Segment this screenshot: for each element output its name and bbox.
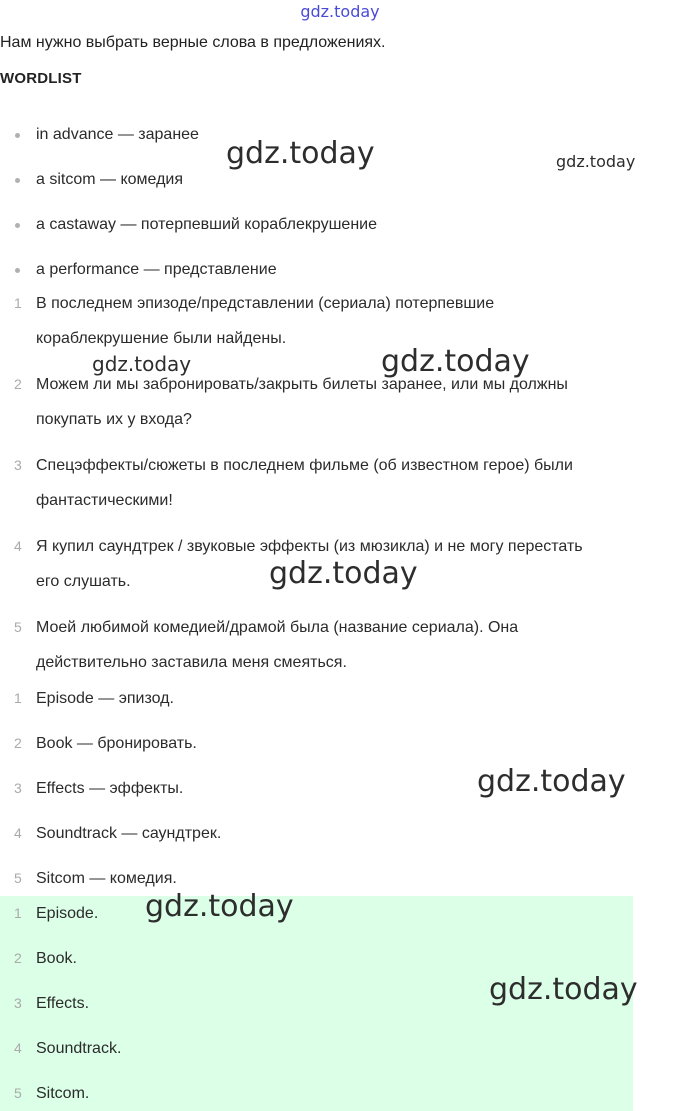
sentence-text: Спецэффекты/сюжеты в последнем фильме (об известном герое) были фантастическими! xyxy=(36,457,573,509)
answer-text: Sitcom. xyxy=(36,1085,90,1102)
sentence-number: 2 xyxy=(14,376,22,392)
sentence-number: 4 xyxy=(14,538,22,554)
answer-text: Effects. xyxy=(36,995,90,1012)
bullet-dot-icon xyxy=(15,223,20,228)
site-watermark-top: gdz.today xyxy=(300,2,380,21)
bullet-dot-icon xyxy=(15,133,20,138)
wordlist-item-text: in advance — заранее xyxy=(36,126,199,143)
answer-text: Soundtrack. xyxy=(36,1040,122,1057)
answer-number: 3 xyxy=(14,995,22,1011)
translation-text: Episode — эпизод. xyxy=(36,690,174,707)
translation-number: 1 xyxy=(14,690,22,706)
answer-text: Episode. xyxy=(36,905,99,922)
watermark: gdz.today xyxy=(556,152,636,171)
wordlist-item-text: a castaway — потерпевший кораблекрушение xyxy=(36,216,377,233)
sentence-text: В последнем эпизоде/представлении (сериала) потерпевшие кораблекрушение были найдены. xyxy=(36,295,495,347)
wordlist-item-text: a performance — представление xyxy=(36,261,277,278)
wordlist-heading: WORDLIST xyxy=(0,70,82,87)
translation-number: 3 xyxy=(14,780,22,796)
translation-number: 5 xyxy=(14,870,22,886)
bullet-dot-icon xyxy=(15,178,20,183)
sentence-text: Моей любимой комедией/драмой была (название сериала). Она действительно заставила меня смеяться. xyxy=(36,619,519,671)
task-intro: Нам нужно выбрать верные слова в предложениях. xyxy=(0,34,386,51)
answer-number: 5 xyxy=(14,1085,22,1101)
watermark: gdz.today xyxy=(381,344,530,379)
bullet-dot-icon xyxy=(15,268,20,273)
translation-number: 2 xyxy=(14,735,22,751)
translation-text: Soundtrack — саундтрек. xyxy=(36,825,222,842)
sentence-text: Можем ли мы забронировать/закрыть билеты заранее, или мы должны покупать их у входа? xyxy=(36,376,568,428)
answer-number: 1 xyxy=(14,905,22,921)
wordlist-item-text: a sitcom — комедия xyxy=(36,171,184,188)
translation-text: Effects — эффекты. xyxy=(36,780,184,797)
sentence-number: 1 xyxy=(14,295,22,311)
answer-number: 2 xyxy=(14,950,22,966)
watermark: gdz.today xyxy=(477,764,626,799)
watermark: gdz.today xyxy=(269,556,418,591)
watermark: gdz.today xyxy=(226,136,375,171)
translation-text: Book — бронировать. xyxy=(36,735,197,752)
watermark: gdz.today xyxy=(92,352,192,376)
translation-number: 4 xyxy=(14,825,22,841)
sentence-number: 5 xyxy=(14,619,22,635)
watermark: gdz.today xyxy=(489,972,638,1007)
watermark: gdz.today xyxy=(145,889,294,924)
translation-text: Sitcom — комедия. xyxy=(36,870,177,887)
answer-text: Book. xyxy=(36,950,77,967)
sentence-number: 3 xyxy=(14,457,22,473)
answer-number: 4 xyxy=(14,1040,22,1056)
sentence-text: Я купил саундтрек / звуковые эффекты (из мюзикла) и не могу перестать его слушать. xyxy=(36,538,583,590)
